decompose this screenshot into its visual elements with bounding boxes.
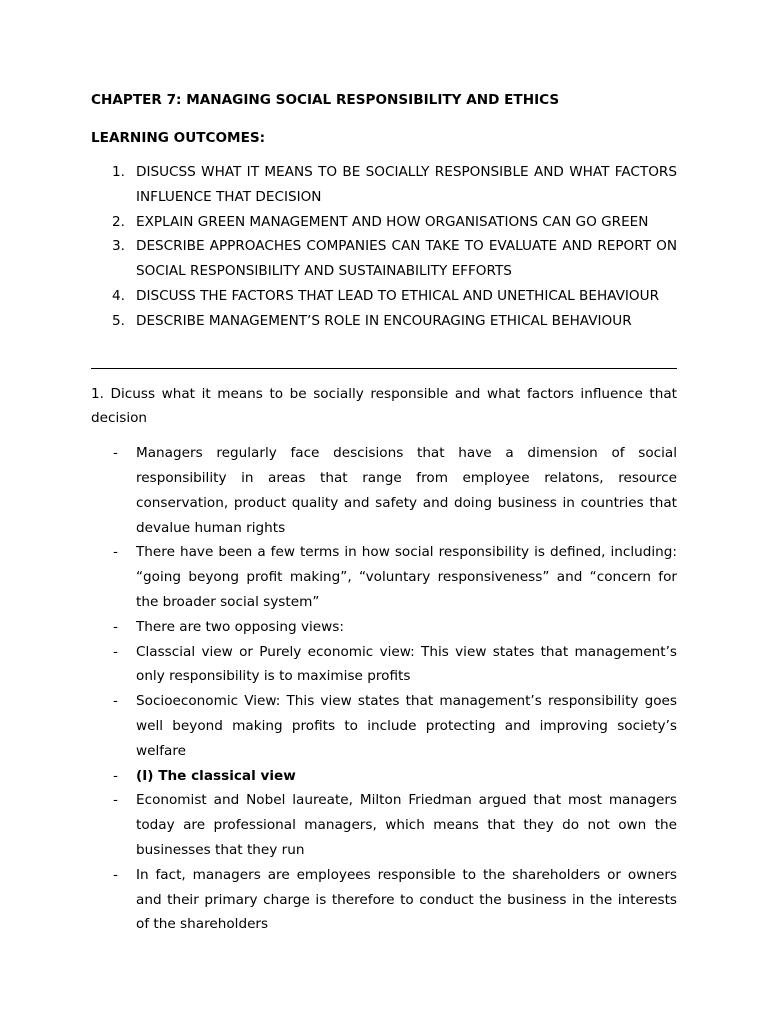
outcome-item	[91, 284, 677, 309]
outcome-text: EXPLAIN GREEN MANAGEMENT AND HOW ORGANISATIONS CAN GO GREEN	[136, 213, 649, 230]
outcome-text: DESCRIBE APPROACHES COMPANIES CAN TAKE TO EVALUATE AND REPORT ON SOCIAL RESPONSIBILITY AND SUSTAINABILITY EFFORTS	[136, 238, 677, 280]
point-text: Economist and Nobel laureate, Milton Friedman argued that most managers today are professional managers, which means that they do not own the businesses that they run	[136, 792, 677, 858]
outcome-number: 2.	[112, 213, 125, 230]
point-text: Socioeconomic View: This view states that management’s responsibility goes well beyond making profits to include protecting and improving society’s welfare	[136, 693, 677, 759]
point-text: In fact, managers are employees responsible to the shareholders or owners and their primary charge is therefore to conduct the business in the interests of the shareholders	[136, 866, 677, 933]
point-item	[91, 615, 677, 640]
chapter-title: CHAPTER 7: MANAGING SOCIAL RESPONSIBILITY AND ETHICS	[91, 92, 560, 108]
document-page	[91, 88, 677, 937]
outcome-item	[91, 210, 677, 235]
points-list	[91, 441, 677, 937]
point-item	[91, 689, 677, 763]
point-text: There have been a few terms in how social responsibility is defined, including: “going beyong profit making”, “voluntary responsiveness” and “concern for the broader social system”	[136, 544, 677, 610]
outcome-number: 3.	[112, 238, 125, 255]
dash-marker: -	[113, 792, 118, 809]
point-item	[91, 788, 677, 862]
point-text: Managers regularly face descisions that have a dimension of social responsibility in areas that range from employee relatons, resource conservation, product quality and safety and doing business in countries that devalue human rights	[136, 445, 677, 536]
point-text: There are two opposing views:	[136, 618, 344, 635]
dash-marker: -	[113, 866, 118, 883]
outcome-number: 5.	[112, 312, 125, 329]
section-heading: 1. Dicuss what it means to be socially responsible and what factors influence that decision	[91, 385, 677, 427]
point-text: Classcial view or Purely economic view: This view states that management’s only responsibility is to maximise profits	[136, 643, 677, 685]
point-item	[91, 764, 677, 789]
horizontal-divider	[91, 344, 677, 369]
learning-outcomes-list	[91, 160, 677, 334]
point-item	[91, 640, 677, 690]
outcome-number: 4.	[112, 287, 125, 304]
dash-marker: -	[113, 767, 118, 784]
point-item	[91, 863, 677, 937]
outcome-item	[91, 160, 677, 210]
point-item	[91, 540, 677, 614]
outcome-item	[91, 234, 677, 284]
outcome-text: DISUCSS WHAT IT MEANS TO BE SOCIALLY RESPONSIBLE AND WHAT FACTORS INFLUENCE THAT DECISION	[136, 164, 677, 205]
dash-marker: -	[113, 693, 118, 710]
outcome-text: DESCRIBE MANAGEMENT’S ROLE IN ENCOURAGING ETHICAL BEHAVIOUR	[136, 312, 632, 329]
outcome-item	[91, 309, 677, 334]
learning-outcomes-heading: LEARNING OUTCOMES:	[91, 130, 266, 146]
dash-marker: -	[113, 643, 118, 660]
point-item	[91, 441, 677, 540]
outcome-number: 1.	[112, 164, 125, 180]
subheading-classical-view: (I) The classical view	[136, 767, 296, 784]
outcome-text: DISCUSS THE FACTORS THAT LEAD TO ETHICAL AND UNETHICAL BEHAVIOUR	[136, 287, 660, 304]
dash-marker: -	[113, 445, 118, 462]
dash-marker: -	[113, 544, 118, 561]
dash-marker: -	[113, 618, 118, 635]
